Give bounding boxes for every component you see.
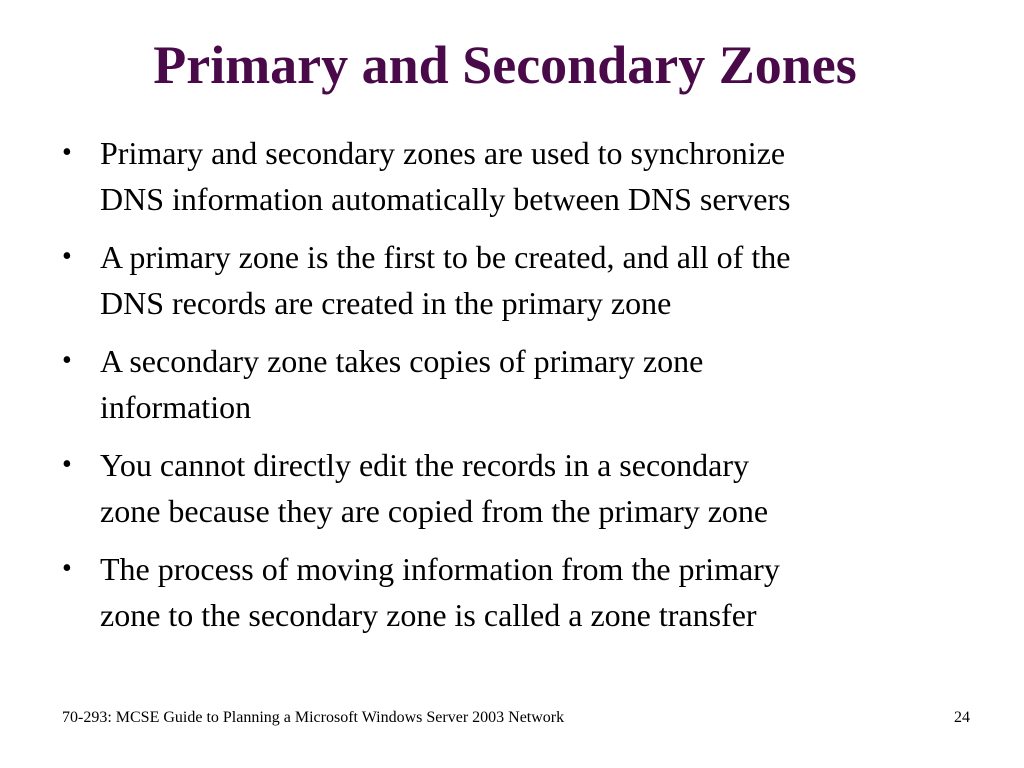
bullet-item — [62, 130, 982, 222]
footer-course-title: 70-293: MCSE Guide to Planning a Microsoft Windows Server 2003 Network — [62, 709, 565, 726]
bullet-text-line: information — [100, 389, 252, 425]
bullet-icon: • — [62, 449, 72, 480]
bullet-list — [62, 130, 982, 650]
bullet-item — [62, 338, 982, 430]
bullet-text-line: DNS records are created in the primary zone — [100, 285, 672, 321]
bullet-text-line: Primary and secondary zones are used to synchronize — [100, 135, 786, 171]
page-number: 24 — [954, 709, 970, 726]
bullet-icon: • — [62, 241, 72, 272]
bullet-text-line: DNS information automatically between DNS servers — [100, 181, 791, 217]
bullet-item — [62, 234, 982, 326]
bullet-icon: • — [62, 553, 72, 584]
bullet-icon: • — [62, 137, 72, 168]
bullet-text-line: A primary zone is the first to be created, and all of the — [100, 239, 791, 275]
bullet-item — [62, 546, 982, 638]
bullet-text-line: A secondary zone takes copies of primary zone — [100, 343, 704, 379]
bullet-text-line: You cannot directly edit the records in a secondary — [100, 447, 749, 483]
bullet-text-line: zone because they are copied from the primary zone — [100, 493, 769, 529]
bullet-item — [62, 442, 982, 534]
slide-title: Primary and Secondary Zones — [153, 35, 857, 95]
bullet-text-line: The process of moving information from the primary — [100, 551, 780, 587]
bullet-text-line: zone to the secondary zone is called a zone transfer — [100, 597, 757, 633]
bullet-icon: • — [62, 345, 72, 376]
